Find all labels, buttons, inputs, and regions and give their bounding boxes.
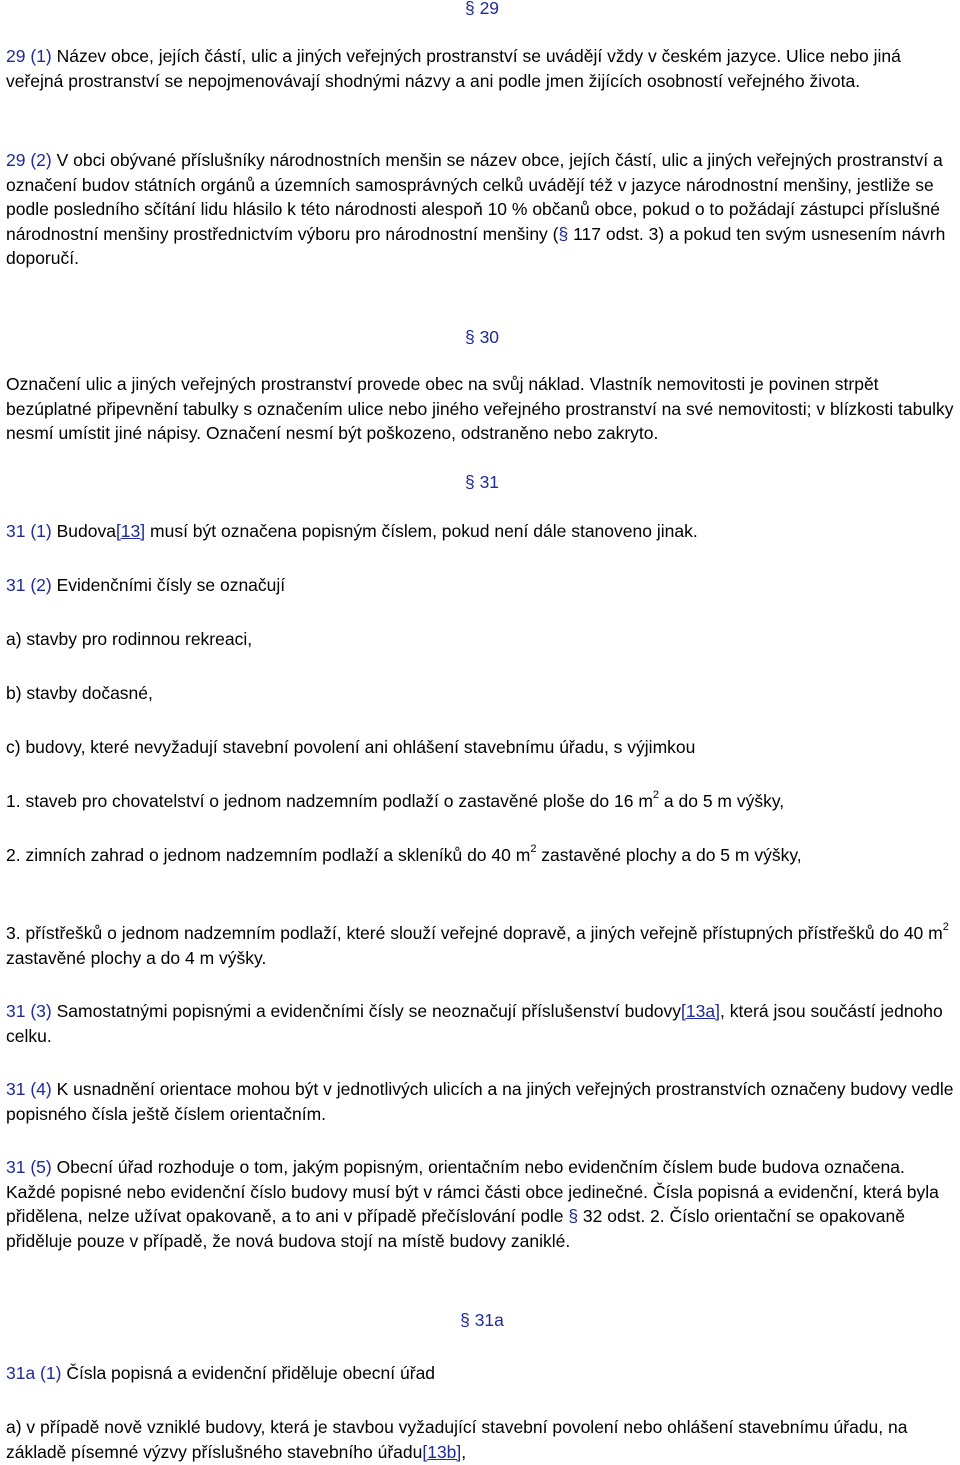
paragraph-29-2 [6, 148, 958, 271]
footnote-link[interactable]: [13] [115, 521, 146, 541]
paragraph-text: V obci obývané příslušníky národnostních menšin se název obce, jejích částí, ulic a jiných veřejných prostranství a označení budov státních orgánů a územních samosprávných celků uvádějí též v jazyce národnostní menšiny, jestliže se podle posledního sčítání lidu hlásilo k této národnosti alespoň 10 % občanů obce, pokud o to požádají zástupci příslušné národnostní menšiny prostřednictvím výboru pro národnostní menšiny ( [6, 150, 943, 244]
section-symbol-ref[interactable]: § [568, 1206, 579, 1226]
paragraph-text: Samostatnými popisnými a evidenčními čísly se neoznačují příslušenství budovy [51, 1001, 682, 1021]
list-item-c: c) budovy, které nevyžadují stavební povolení ani ohlášení stavebnímu úřadu, s výjimkou [6, 737, 696, 757]
section-number: 31 [479, 472, 500, 492]
paragraph-text: Evidenčními čísly se označují [51, 575, 286, 595]
section-31-heading [6, 470, 958, 495]
item-text: zastavěné plochy a do 4 m výšky. [6, 947, 267, 968]
paragraph-text: Obecní úřad rozhoduje o tom, jakým popisným, orientačním nebo evidenčním číslem bude budova označena. Každé popisné nebo evidenční číslo budovy musí být v rámci části obce jedinečné. Čísla popisná a evidenční, která byla přidělena, nelze užívat opakovaně, a to ani v případě přečíslování podle [6, 1157, 939, 1226]
section-number: 30 [479, 327, 500, 347]
paragraph-ref[interactable]: 31a (1) [6, 1363, 62, 1383]
item-text: 1. staveb pro chovatelství o jednom nadzemním podlaží o zastavěné ploše do 16 m [6, 791, 653, 811]
section-symbol: § [464, 327, 475, 347]
paragraph-text: 117 odst. 3) a pokud ten svým usnesením návrh doporučí. [6, 223, 946, 268]
paragraph-ref[interactable]: 31 (1) [6, 521, 52, 541]
section-31a-heading [6, 1308, 958, 1333]
paragraph-31a-1 [6, 1361, 958, 1386]
paragraph-text: , která jsou součástí jednoho celku. [6, 1001, 943, 1046]
paragraph-ref[interactable]: 31 (5) [6, 1157, 52, 1177]
item-text: 2. zimních zahrad o jednom nadzemním podlaží a skleníků do 40 m [6, 845, 531, 865]
paragraph-text: Označení ulic a jiných veřejných prostranství provede obec na svůj náklad. Vlastník nemovitosti je povinen strpět bezúplatné připevnění tabulky s označením ulice nebo jiného veřejného prostranství na své nemovitosti; v blízkosti tabulky nesmí umístit jiné nápisy. Označení nesmí být poškozeno, odstraněno nebo zakryto. [6, 374, 954, 443]
paragraph-31-5 [6, 1155, 958, 1253]
paragraph-29-1 [6, 44, 958, 93]
footnote-link[interactable]: [13a] [681, 1001, 720, 1021]
item-text: , [461, 1441, 467, 1462]
item-text: zastavěné plochy a do 5 m výšky, [536, 845, 802, 865]
paragraph-31-3 [6, 999, 958, 1048]
paragraph-text: Název obce, jejích částí, ulic a jiných veřejných prostranství se uvádějí vždy v českém jazyce. Ulice nebo jiná veřejná prostranství se nepojmenovávají shodnými názvy a ani podle jmen žijících osobností veřejného života. [6, 46, 901, 91]
section-number: 29 [479, 0, 500, 18]
section-30-heading [6, 325, 958, 350]
list-item-31a-a [6, 1415, 958, 1464]
item-text: a do 5 m výšky, [659, 791, 785, 811]
superscript: 2 [942, 921, 949, 934]
list-item-a: a) stavby pro rodinnou rekreaci, [6, 629, 253, 649]
paragraph-ref[interactable]: 29 (2) [6, 150, 52, 170]
item-text: a) v případě nově vzniklé budovy, která je stavbou vyžadující stavební povolení nebo ohlášení stavebnímu úřadu, na základě písemné výzvy příslušného stavebního úřadu [6, 1417, 908, 1462]
paragraph-31-1 [6, 519, 958, 544]
paragraph-text: Budova [51, 521, 116, 541]
section-symbol-ref[interactable]: § [558, 223, 569, 244]
superscript: 2 [652, 789, 660, 802]
section-symbol: § [460, 1310, 470, 1330]
superscript: 2 [530, 843, 537, 856]
item-text: 3. přístřešků o jednom nadzemním podlaží, které slouží veřejné dopravě, a jiných veřejně přístupných přístřešků do 40 m [6, 923, 943, 943]
paragraph-text: musí být označena popisným číslem, pokud není dále stanoveno jinak. [145, 521, 698, 541]
section-symbol: § [464, 0, 475, 18]
list-item-1 [6, 789, 958, 814]
section-29-heading [6, 0, 958, 21]
paragraph-30 [6, 372, 958, 446]
list-item-b: b) stavby dočasné, [6, 683, 153, 703]
paragraph-text: Čísla popisná a evidenční přiděluje obecní úřad [61, 1363, 436, 1383]
paragraph-ref[interactable]: 31 (4) [6, 1079, 52, 1099]
paragraph-31-2 [6, 573, 958, 598]
list-item-2 [6, 843, 958, 868]
footnote-link[interactable]: [13b] [422, 1441, 462, 1462]
paragraph-ref[interactable]: 29 (1) [6, 46, 52, 66]
section-number: 31a [474, 1310, 504, 1330]
list-item-3 [6, 921, 958, 970]
paragraph-text: K usnadnění orientace mohou být v jednotlivých ulicích a na jiných veřejných prostranstvích označeny budovy vedle popisného čísla ještě číslem orientačním. [6, 1079, 954, 1124]
paragraph-ref[interactable]: 31 (2) [6, 575, 52, 595]
paragraph-31-4 [6, 1077, 958, 1126]
paragraph-ref[interactable]: 31 (3) [6, 1001, 52, 1021]
paragraph-text: 32 odst. 2. Číslo orientační se opakovaně přiděluje pouze v případě, že nová budova stojí na místě budovy zaniklé. [6, 1206, 905, 1251]
section-symbol: § [464, 472, 475, 492]
